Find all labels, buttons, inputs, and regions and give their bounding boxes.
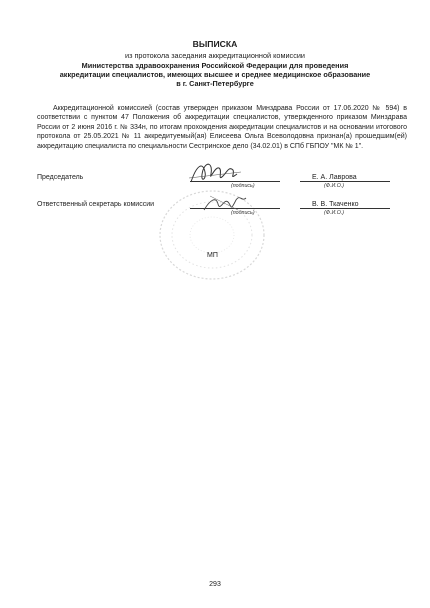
header-line-4: в г. Санкт-Петербурге (176, 79, 254, 88)
name-secretary: В. В. Ткаченко (312, 201, 359, 208)
header-line-3: аккредитации специалистов, имеющих высшее и среднее медицинское образование (59, 70, 371, 79)
role-secretary: Ответственный секретарь комиссии (37, 201, 155, 208)
stamp-label: МП (207, 252, 218, 259)
page-number: 293 (209, 581, 221, 588)
header-line-2: Министерства здравоохранения Российской Федерации для проведения (81, 61, 349, 70)
signature-caption-chairman: (подпись) (231, 183, 255, 189)
name-caption-chairman: (Ф.И.О.) (324, 183, 345, 189)
name-line-secretary (300, 208, 390, 209)
header-line-1: из протокола заседания аккредитационной комиссии (125, 51, 305, 60)
signature-chairman-icon (185, 160, 245, 190)
body-paragraph: Аккредитационной комиссией (состав утвержден приказом Минздрава России от 17.06.2020 № 594) в соответствии с пунктом 47 Положения об аккредитации специалистов, утвержденного приказом Минздрава России от 2 июня 2016 г. № 334н, по итогам прохождения аккредитации специалистов и на основании итогового протокола от 25.05.2021 № 11 аккредитуемый(ая) Елисеева Ольга Всеволодовна признан(а) прошедшим(ей) аккредитацию специалиста по специальности Сестринское дело (34.02.01) в СПб ГБПОУ "МК № 1". (37, 105, 407, 150)
signature-caption-secretary: (подпись) (231, 210, 255, 216)
role-chairman: Председатель (37, 174, 84, 181)
name-line-chairman (300, 181, 390, 182)
signature-secretary-icon (200, 190, 250, 216)
document-title: ВЫПИСКА (192, 39, 238, 49)
name-chairman: Е. А. Лаврова (312, 174, 357, 181)
name-caption-secretary: (Ф.И.О.) (324, 210, 345, 216)
